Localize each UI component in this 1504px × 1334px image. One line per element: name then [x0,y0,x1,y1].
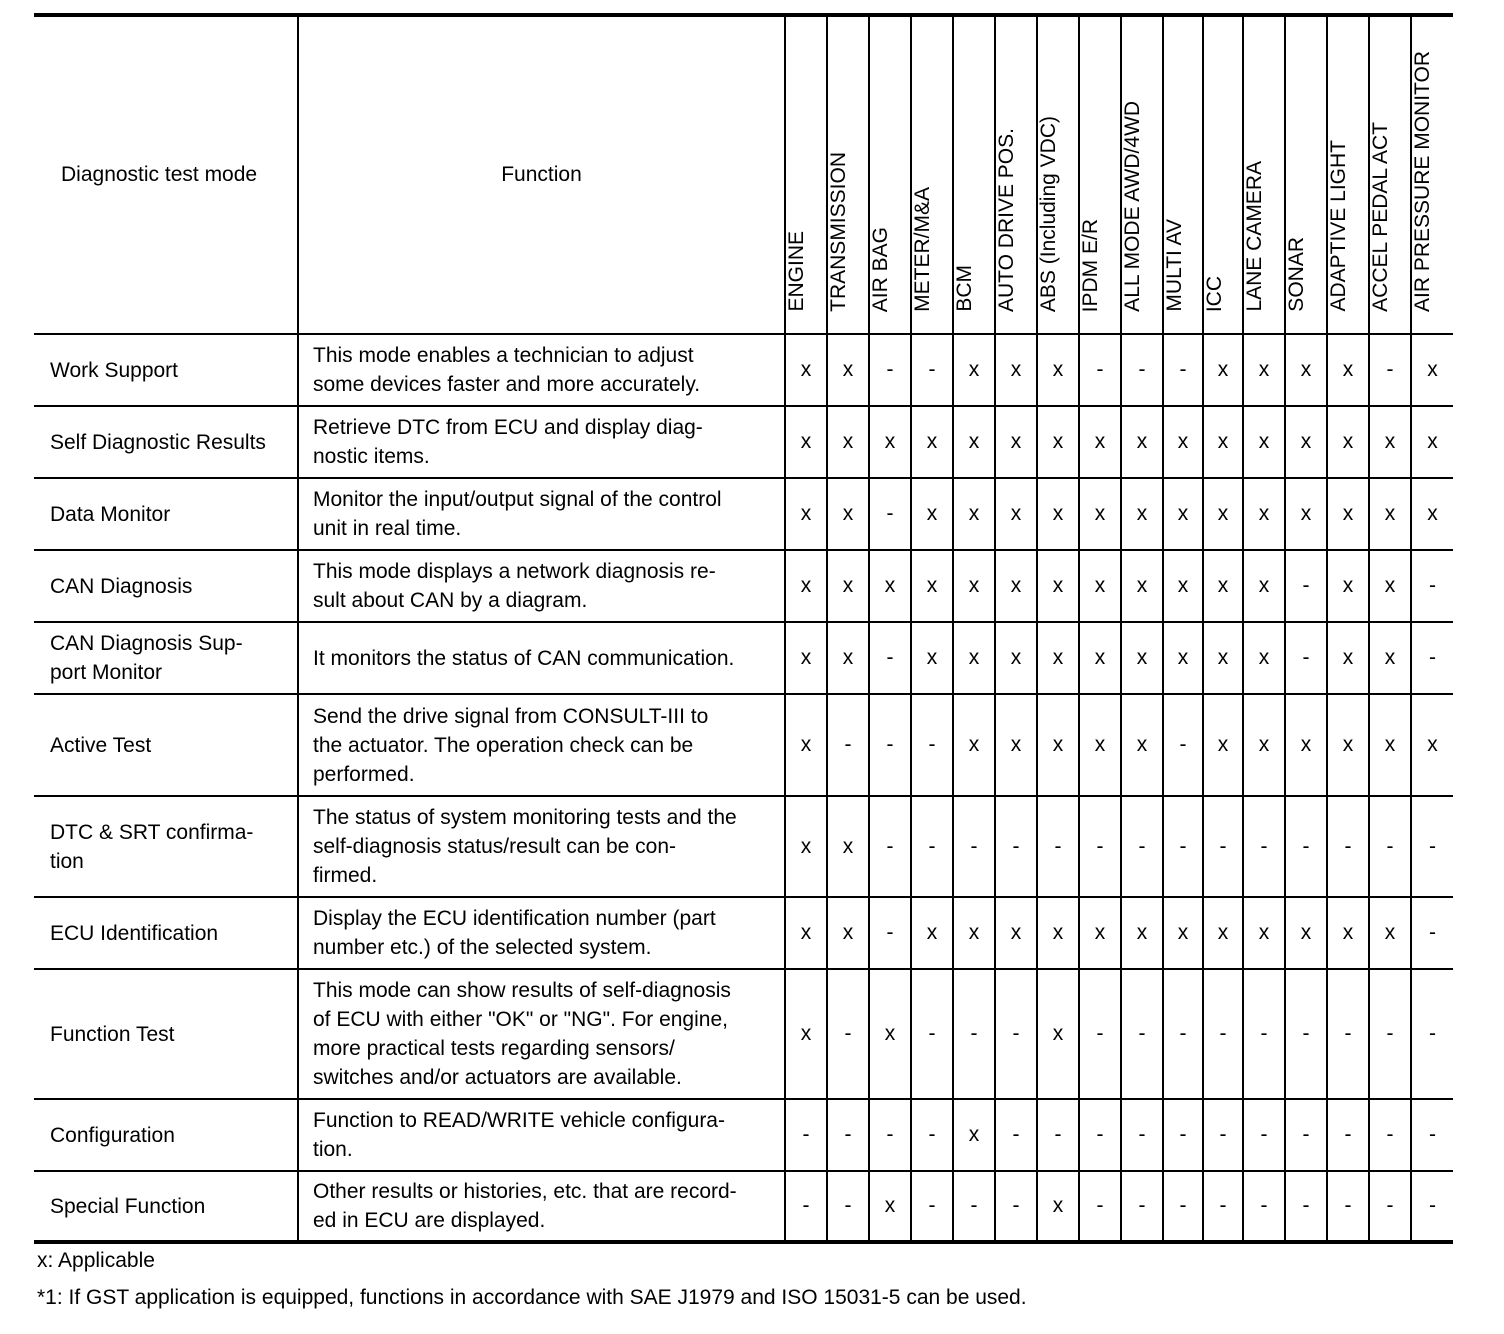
applicability-cell: - [1285,1171,1327,1242]
function-line: unit in real time. [313,517,462,540]
applicability-cell: - [911,796,953,897]
applicability-cell: - [911,1099,953,1171]
applicability-cell: x [1285,478,1327,550]
applicability-cell: x [1163,478,1203,550]
function-line: This mode can show results of self-diagnosis [313,979,731,1002]
mode-cell [34,897,298,969]
applicability-cell: - [1163,334,1203,406]
header-system [995,15,1037,334]
applicability-cell: - [1121,796,1163,897]
applicability-cell: x [1327,406,1369,478]
applicability-cell: - [1121,334,1163,406]
applicability-cell: - [911,969,953,1099]
applicability-cell: x [1079,406,1121,478]
function-line: The status of system monitoring tests and the [313,806,737,829]
applicability-cell: - [785,1099,827,1171]
applicability-cell: - [1243,1171,1285,1242]
header-system-label: AUTO DRIVE POS. [995,128,1018,312]
applicability-cell: x [785,969,827,1099]
mode-line: Function Test [50,1022,175,1046]
applicability-cell: x [953,1099,995,1171]
function-line: performed. [313,762,415,786]
applicability-cell: - [1285,969,1327,1099]
applicability-cell: x [1243,478,1285,550]
applicability-cell: - [1411,1171,1453,1242]
applicability-cell: - [869,897,911,969]
applicability-cell: - [1079,1171,1121,1242]
applicability-cell: - [1163,1099,1203,1171]
header-system-label: BCM [953,265,976,312]
applicability-cell: - [869,622,911,694]
applicability-cell: - [1203,1171,1243,1242]
mode-line: Self Diagnostic Results [50,430,266,454]
function-cell [298,406,785,478]
applicability-cell: - [1411,550,1453,622]
applicability-cell: x [785,406,827,478]
applicability-cell: x [1285,334,1327,406]
mode-cell [34,796,298,897]
applicability-cell: - [785,1171,827,1242]
applicability-cell: x [1203,334,1243,406]
applicability-cell: x [1243,622,1285,694]
header-system-label: ICC [1203,275,1226,312]
function-line: It monitors the status of CAN communication. [313,646,735,670]
function-cell [298,478,785,550]
applicability-cell: x [995,406,1037,478]
mode-cell [34,694,298,796]
applicability-cell: x [1285,694,1327,796]
applicability-cell: x [995,550,1037,622]
applicability-cell: x [1411,478,1453,550]
function-line: Send the drive signal from CONSULT-III to [313,704,709,728]
header-system-label: METER/M&A [911,187,934,312]
applicability-cell: - [869,478,911,550]
applicability-cell: x [785,897,827,969]
applicability-cell: x [1037,969,1079,1099]
function-line: self-diagnosis status/result can be con- [313,835,677,858]
mode-line: port Monitor [50,661,163,684]
table-row [34,969,1453,1099]
applicability-cell: x [827,406,869,478]
header-row [34,15,1453,334]
footnote: *1: If GST application is equipped, functions in accordance with SAE J1979 and ISO 15031-5 can be used. [37,1286,1027,1309]
applicability-cell: x [1037,334,1079,406]
applicability-cell: x [1163,406,1203,478]
applicability-cell: x [1121,406,1163,478]
applicability-cell: x [1243,897,1285,969]
header-system-label: ADAPTIVE LIGHT [1327,140,1350,312]
function-line: nostic items. [313,445,430,468]
applicability-cell: x [1203,550,1243,622]
header-system [1327,15,1369,334]
function-line: more practical tests regarding sensors/ [313,1037,675,1060]
applicability-cell: - [1285,1099,1327,1171]
applicability-cell: - [1369,334,1411,406]
applicability-cell: x [953,622,995,694]
applicability-cell: - [1163,1171,1203,1242]
mode-cell [34,406,298,478]
table-row [34,622,1453,694]
applicability-cell: x [953,550,995,622]
applicability-cell: - [1163,969,1203,1099]
applicability-cell: x [1285,406,1327,478]
applicability-cell: - [1411,1099,1453,1171]
applicability-cell: - [1121,969,1163,1099]
applicability-cell: - [1243,796,1285,897]
applicability-cell: x [995,622,1037,694]
applicability-cell: x [1203,897,1243,969]
applicability-cell: x [827,550,869,622]
applicability-cell: x [1411,694,1453,796]
mode-line: Special Function [50,1194,206,1218]
applicability-cell: x [1369,406,1411,478]
applicability-cell: x [785,694,827,796]
mode-cell [34,478,298,550]
applicability-cell: - [995,969,1037,1099]
applicability-cell: x [911,406,953,478]
applicability-cell: - [1285,550,1327,622]
mode-line: Data Monitor [50,502,171,526]
function-line: firmed. [313,864,378,887]
applicability-cell: x [1121,478,1163,550]
applicability-cell: - [827,969,869,1099]
applicability-cell: x [785,796,827,897]
mode-line: ECU Identification [50,921,219,945]
applicability-cell: x [995,334,1037,406]
applicability-cell: - [953,969,995,1099]
applicability-cell: - [869,334,911,406]
header-system [785,15,827,334]
mode-cell [34,550,298,622]
applicability-cell: - [1411,897,1453,969]
applicability-cell: - [1285,622,1327,694]
applicability-cell: - [1411,969,1453,1099]
mode-line: tion [50,849,84,873]
applicability-cell: - [1037,1099,1079,1171]
applicability-cell: x [1411,334,1453,406]
applicability-cell: x [785,550,827,622]
table-row [34,1171,1453,1242]
header-mode: Diagnostic test mode [34,15,298,334]
applicability-cell: x [1037,478,1079,550]
function-line: some devices faster and more accurately. [313,373,701,396]
applicability-cell: x [1369,694,1411,796]
applicability-cell: x [1079,622,1121,694]
function-cell [298,1099,785,1171]
applicability-cell: x [827,897,869,969]
function-line: switches and/or actuators are available. [313,1066,682,1089]
function-cell [298,694,785,796]
applicability-cell: x [953,897,995,969]
function-cell [298,897,785,969]
applicability-cell: x [1079,478,1121,550]
applicability-cell: x [1327,334,1369,406]
function-line: ed in ECU are displayed. [313,1209,546,1232]
applicability-cell: - [827,694,869,796]
function-line: sult about CAN by a diagram. [313,589,588,612]
table-row [34,406,1453,478]
applicability-cell: x [1411,406,1453,478]
table-row [34,478,1453,550]
applicability-cell: x [1369,478,1411,550]
applicability-cell: x [1037,406,1079,478]
mode-cell [34,969,298,1099]
function-line: the actuator. The operation check can be [313,733,694,757]
applicability-cell: - [1203,796,1243,897]
applicability-cell: x [1037,694,1079,796]
applicability-cell: - [869,694,911,796]
applicability-cell: x [827,622,869,694]
function-line: Retrieve DTC from ECU and display diag- [313,416,703,439]
applicability-cell: - [995,1099,1037,1171]
function-line: Function to READ/WRITE vehicle configura- [313,1109,725,1132]
applicability-cell: x [953,334,995,406]
applicability-cell: - [995,1171,1037,1242]
applicability-cell: x [1079,897,1121,969]
applicability-cell: - [869,1099,911,1171]
applicability-cell: x [1121,694,1163,796]
function-cell [298,1171,785,1242]
applicability-cell: - [911,1171,953,1242]
function-line: Monitor the input/output signal of the control [313,488,722,511]
applicability-cell: x [869,406,911,478]
applicability-cell: - [1327,796,1369,897]
applicability-cell: x [1203,406,1243,478]
table-body [34,334,1453,1242]
header-system [911,15,953,334]
applicability-cell: - [1079,969,1121,1099]
applicability-cell: x [1243,550,1285,622]
header-system [953,15,995,334]
header-system-label: ENGINE [785,231,808,312]
header-system-label: IPDM E/R [1079,218,1102,312]
applicability-cell: - [869,796,911,897]
applicability-cell: - [1163,694,1203,796]
applicability-cell: x [911,478,953,550]
header-system-label: MULTI AV [1163,219,1186,312]
header-system-label: ABS (Including VDC) [1037,115,1060,312]
function-line: of ECU with either "OK" or "NG". For engine, [313,1008,728,1031]
applicability-cell: x [1369,897,1411,969]
header-system [1203,15,1243,334]
applicability-cell: - [1327,969,1369,1099]
applicability-cell: x [1327,694,1369,796]
applicability-cell: x [1369,622,1411,694]
applicability-cell: x [1121,550,1163,622]
applicability-cell: x [1203,694,1243,796]
applicability-cell: x [1163,622,1203,694]
applicability-cell: - [1243,1099,1285,1171]
applicability-cell: x [827,478,869,550]
applicability-cell: - [1369,796,1411,897]
applicability-cell: x [1079,550,1121,622]
applicability-cell: x [869,1171,911,1242]
applicability-cell: x [953,406,995,478]
mode-line: Work Support [50,358,178,382]
header-system-label: SONAR [1285,237,1308,312]
function-line: Display the ECU identification number (part [313,907,716,930]
applicability-cell: - [1121,1099,1163,1171]
applicability-cell: x [1327,622,1369,694]
header-system [1369,15,1411,334]
applicability-cell: - [1079,334,1121,406]
legend-note: x: Applicable [37,1249,155,1272]
applicability-cell: x [1079,694,1121,796]
applicability-cell: - [953,1171,995,1242]
applicability-cell: - [1411,796,1453,897]
header-system-label: TRANSMISSION [827,152,850,312]
header-system-label: AIR PRESSURE MONITOR [1411,51,1434,312]
applicability-cell: x [1163,550,1203,622]
applicability-cell: x [1327,550,1369,622]
table-row [34,1099,1453,1171]
applicability-cell: - [1203,1099,1243,1171]
applicability-cell: - [953,796,995,897]
applicability-cell: x [1203,478,1243,550]
applicability-cell: x [911,897,953,969]
applicability-cell: - [1037,796,1079,897]
applicability-cell: x [1327,478,1369,550]
applicability-cell: x [1121,897,1163,969]
applicability-cell: x [1203,622,1243,694]
applicability-cell: x [1243,334,1285,406]
applicability-cell: x [1037,622,1079,694]
header-system-label: ACCEL PEDAL ACT [1369,122,1392,312]
applicability-cell: - [1079,1099,1121,1171]
applicability-cell: x [1243,406,1285,478]
applicability-cell: x [911,622,953,694]
applicability-cell: x [827,796,869,897]
applicability-cell: - [1369,969,1411,1099]
applicability-cell: - [1079,796,1121,897]
table-row [34,550,1453,622]
applicability-cell: - [1327,1099,1369,1171]
applicability-cell: x [1327,897,1369,969]
mode-line: CAN Diagnosis [50,574,193,598]
applicability-cell: - [827,1171,869,1242]
header-system-label: ALL MODE AWD/4WD [1121,101,1144,312]
function-line: This mode displays a network diagnosis re- [313,560,716,583]
applicability-cell: - [1121,1171,1163,1242]
function-line: number etc.) of the selected system. [313,936,652,959]
applicability-cell: - [1327,1171,1369,1242]
header-system [1411,15,1453,334]
header-system [1037,15,1079,334]
applicability-cell: x [911,550,953,622]
applicability-cell: - [1163,796,1203,897]
function-line: tion. [313,1138,353,1161]
header-function: Function [298,15,785,334]
applicability-cell: x [1285,897,1327,969]
applicability-cell: x [1163,897,1203,969]
function-cell [298,334,785,406]
applicability-cell: - [827,1099,869,1171]
applicability-cell: - [995,796,1037,897]
table-row [34,694,1453,796]
applicability-cell: x [1243,694,1285,796]
applicability-cell: x [785,334,827,406]
mode-cell [34,1099,298,1171]
applicability-cell: x [869,550,911,622]
applicability-cell: - [1243,969,1285,1099]
mode-line: Active Test [50,733,152,757]
applicability-cell: x [1037,1171,1079,1242]
applicability-cell: - [1203,969,1243,1099]
applicability-cell: x [1037,550,1079,622]
table-row [34,796,1453,897]
header-system [1079,15,1121,334]
header-system [1121,15,1163,334]
applicability-cell: x [1369,550,1411,622]
function-line: Other results or histories, etc. that are record- [313,1180,737,1203]
applicability-cell: x [785,478,827,550]
applicability-cell: - [1369,1099,1411,1171]
table-row [34,897,1453,969]
applicability-cell: x [1121,622,1163,694]
applicability-cell: x [869,969,911,1099]
function-line: This mode enables a technician to adjust [313,344,694,367]
function-cell [298,969,785,1099]
header-system [869,15,911,334]
header-system [1243,15,1285,334]
mode-cell [34,1171,298,1242]
applicability-cell: x [995,694,1037,796]
applicability-cell: x [995,897,1037,969]
header-system [827,15,869,334]
applicability-cell: - [1285,796,1327,897]
applicability-cell: x [953,478,995,550]
applicability-cell: x [953,694,995,796]
mode-cell [34,334,298,406]
applicability-cell: x [785,622,827,694]
applicability-cell: - [911,334,953,406]
table-row [34,334,1453,406]
mode-line: CAN Diagnosis Sup- [50,632,243,655]
mode-cell [34,622,298,694]
applicability-cell: - [911,694,953,796]
function-cell [298,550,785,622]
mode-line: Configuration [50,1123,175,1147]
diagnostic-mode-table [34,13,1453,1244]
applicability-cell: - [1411,622,1453,694]
header-system [1285,15,1327,334]
applicability-cell: x [995,478,1037,550]
function-cell [298,796,785,897]
mode-line: DTC & SRT confirma- [50,820,254,844]
header-system-label: LANE CAMERA [1243,161,1266,312]
applicability-cell: x [1037,897,1079,969]
header-system-label: AIR BAG [869,226,892,312]
function-cell [298,622,785,694]
applicability-cell: x [827,334,869,406]
header-system [1163,15,1203,334]
applicability-cell: - [1369,1171,1411,1242]
